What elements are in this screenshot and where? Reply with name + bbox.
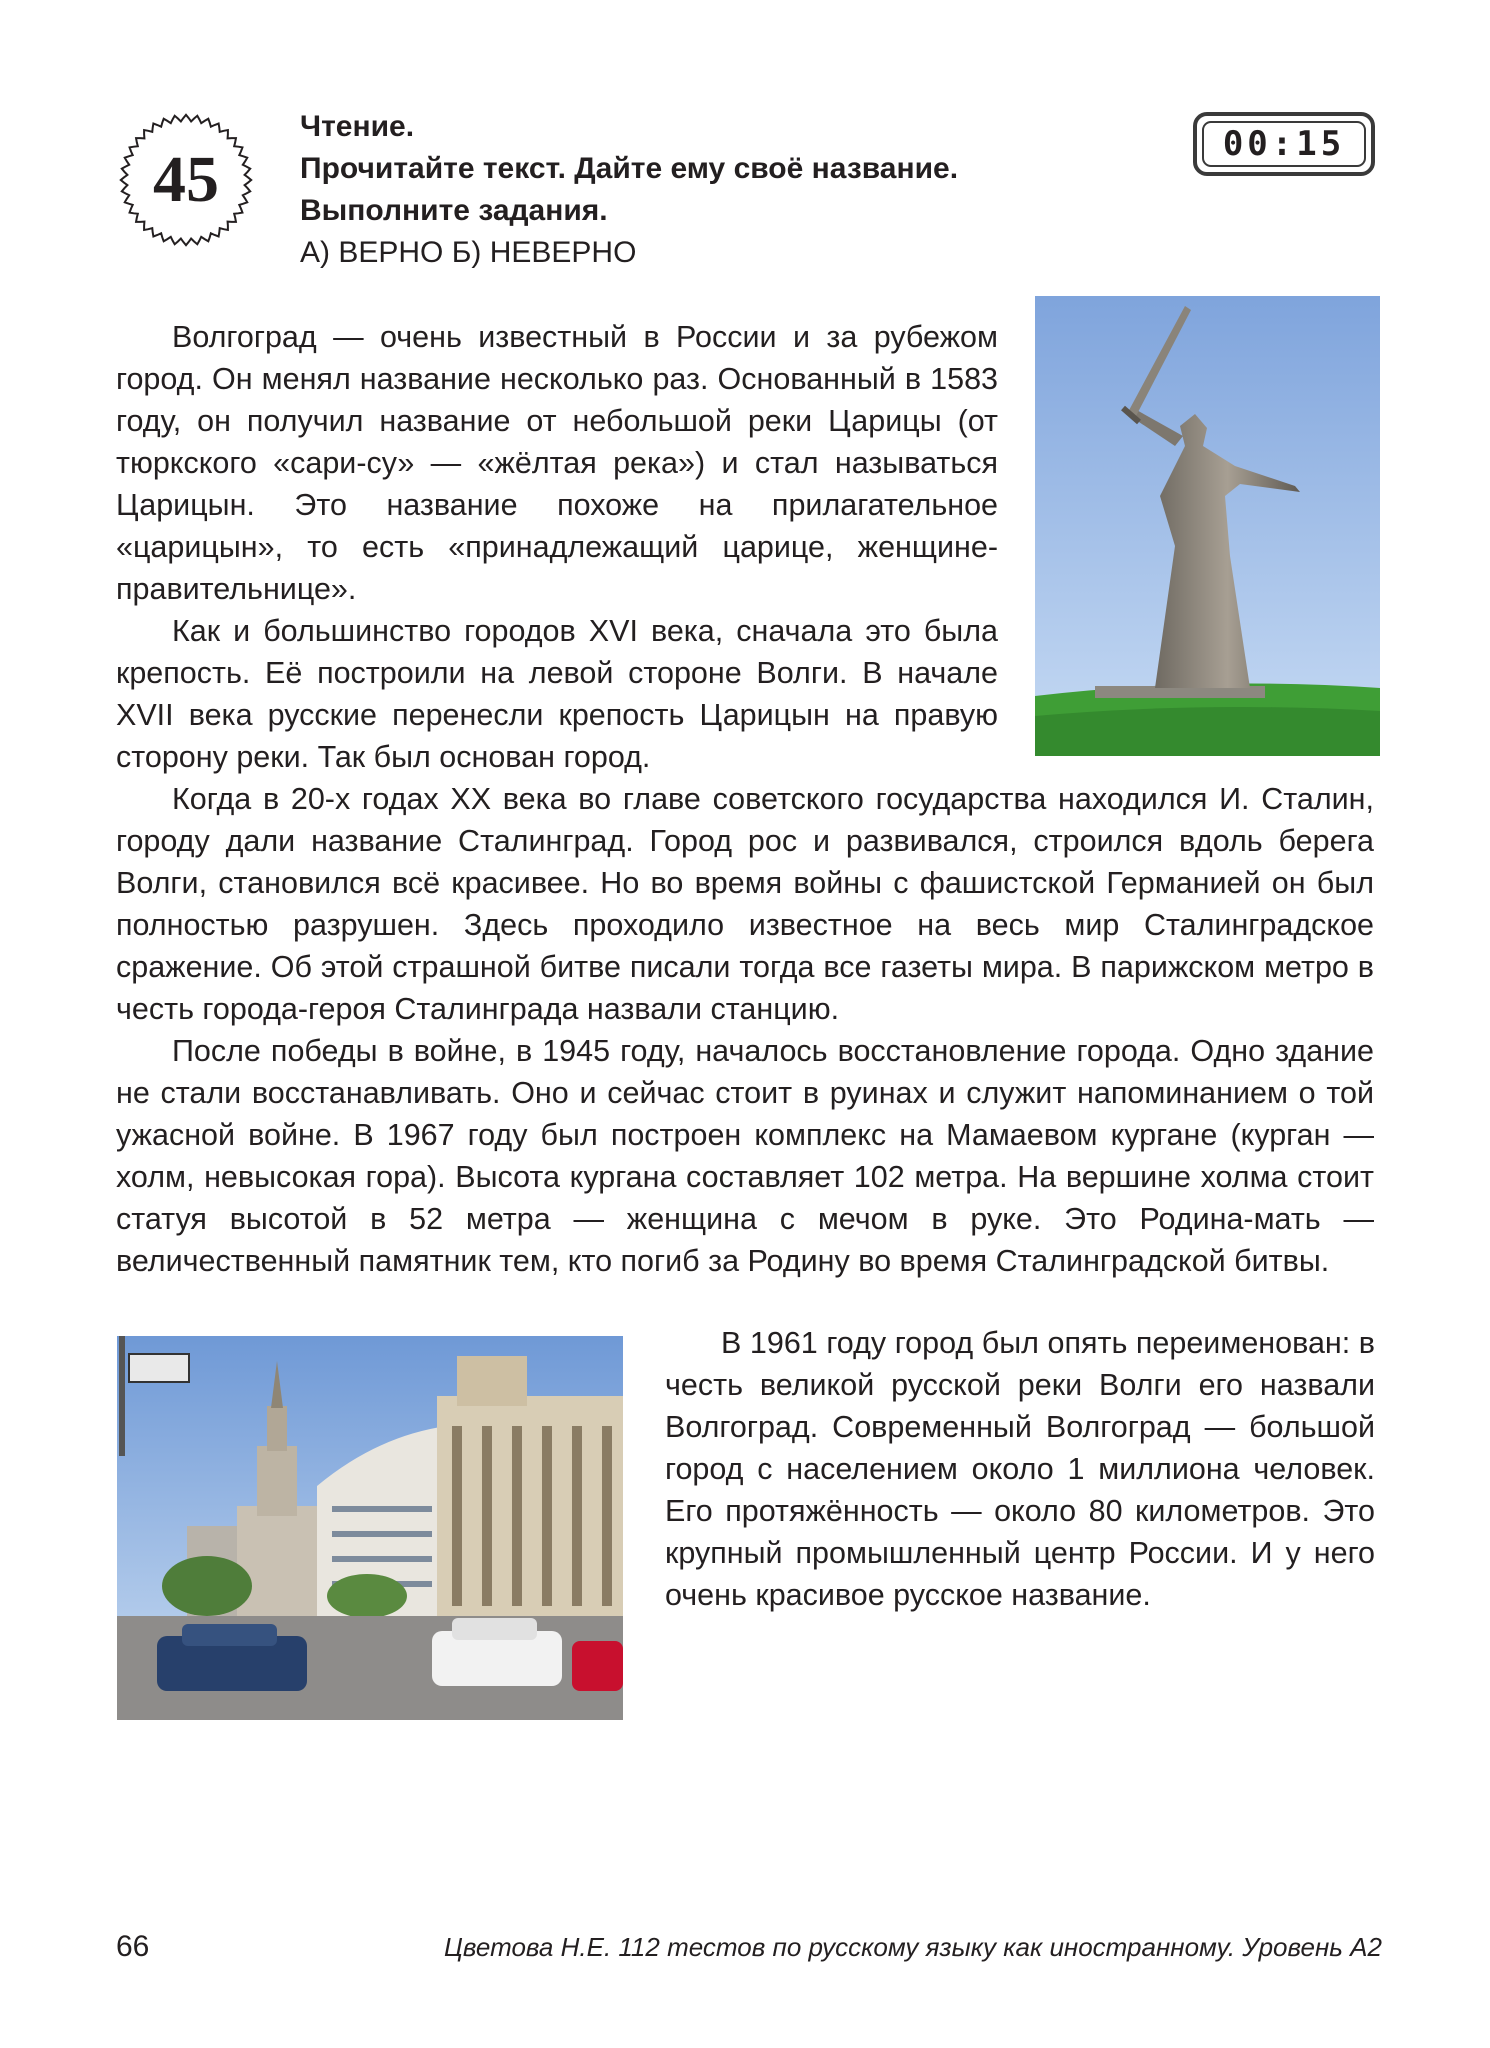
paragraph-3: Когда в 20-х годах XX века во главе советского государства находился И. Сталин, городу дали название Сталинград. Город рос и развивался, строился вдоль берега Волги, становился всё красивее. Но во время войны с фашистской Германией он был полностью разрушен. Здесь проходило известное на весь мир Сталинградское сражение. Об этой страшной битве писали тогда все газеты мира. В парижском метро в честь города-героя Сталинграда назвали станцию. xyxy=(116,782,1374,1026)
statue-image xyxy=(1035,296,1380,756)
page-number: 66 xyxy=(116,1930,150,1963)
paragraph-4: После победы в войне, в 1945 году, началось восстановление города. Одно здание не стали восстанавливать. Оно и сейчас стоит в руинах и служит напоминанием о той ужасной войне. В 1967 году был построен комплекс на Мамаевом кургане (курган — холм, невысокая гора). Высота кургана составляет 102 метра. На вершине холма стоит статуя высотой в 52 метра — женщина с мечом в руке. Это Родина-мать — величественный памятник тем, кто погиб за Родину во время Сталинградской битвы. xyxy=(116,1034,1374,1278)
timer-badge xyxy=(1193,112,1375,176)
task-instruction-line2: Выполните задания. xyxy=(300,194,608,227)
paragraph-1: Волгоград — очень известный в России и за рубежом город. Он менял название несколько раз. Основанный в 1583 году, он получил название от небольшой реки Царицы (от тюркского «сари-су» — «жёлтая река») и стал называться Царицын. Это название похоже на прилагательное «царицын», то есть «принадлежащий царице, женщине-правительнице». xyxy=(116,320,998,606)
timer-value: 00:15 xyxy=(1222,124,1346,164)
street-image xyxy=(117,1336,623,1720)
paragraph-2: Как и большинство городов XVI века, сначала это была крепость. Её построили на левой стороне Волги. В начале XVII века русские перенесли крепость Царицын на правую сторону реки. Так был основан город. xyxy=(116,614,998,774)
book-credit: Цветова Н.Е. 112 тестов по русскому языку как иностранному. Уровень А2 xyxy=(444,1932,1382,1962)
task-title: Чтение. xyxy=(300,110,415,143)
task-number-badge xyxy=(116,110,256,250)
volgograd-street-photo xyxy=(117,1336,623,1720)
motherland-statue-photo xyxy=(1035,296,1380,756)
task-number: 45 xyxy=(153,143,219,216)
answer-options: А) ВЕРНО Б) НЕВЕРНО xyxy=(300,236,637,269)
paragraph-5: В 1961 году город был опять переименован: в честь великой русской реки Волги его назвали Волгоград. Современный Волгоград — большой город с населением около 1 миллиона человек. Его протяжённость — около 80 километров. Это крупный промышленный центр России. И у него очень красивое русское название. xyxy=(665,1326,1375,1612)
task-header xyxy=(300,106,958,274)
task-instruction-line1: Прочитайте текст. Дайте ему своё название. xyxy=(300,152,959,185)
